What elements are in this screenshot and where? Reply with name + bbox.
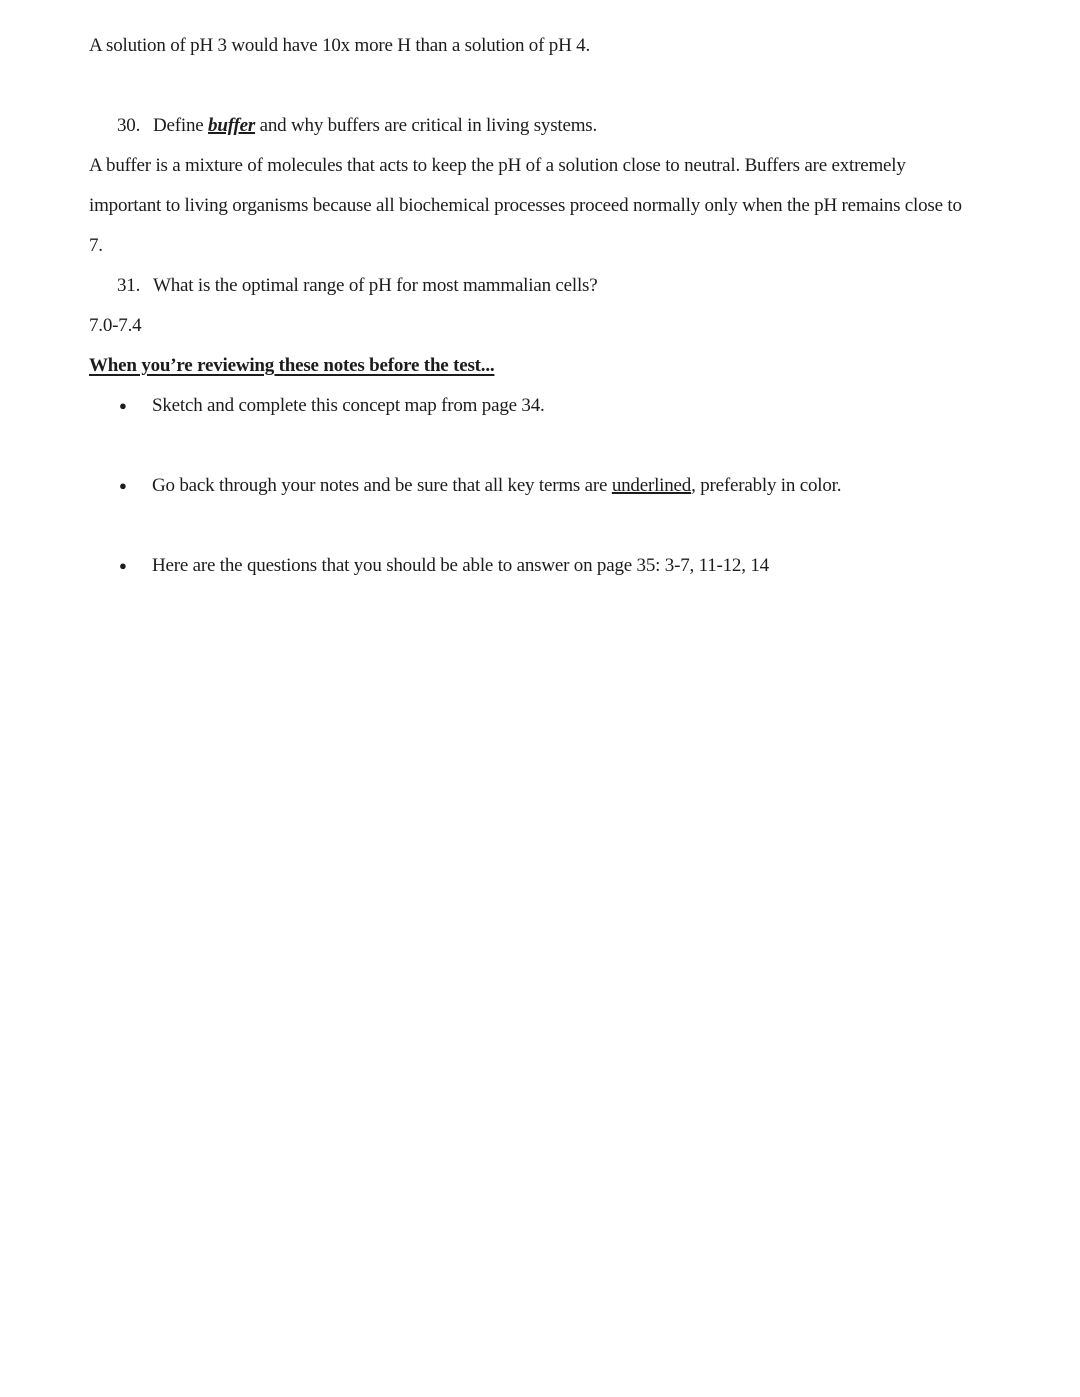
intro-text: A solution of pH 3 would have 10x more H than a solution of pH 4. xyxy=(89,35,591,56)
question-31-number: 31. xyxy=(117,275,141,296)
blank-line xyxy=(89,426,974,466)
question-30-text xyxy=(153,115,597,136)
question-31-answer: 7.0-7.4 xyxy=(89,315,142,336)
bullet-underline-text xyxy=(152,475,841,496)
bullet-underline-key-terms xyxy=(89,466,974,506)
bullet-underline-pre: Go back through your notes and be sure that all key terms are xyxy=(152,475,612,496)
question-30-post: and why buffers are critical in living systems. xyxy=(255,115,598,136)
bullet-page-35-questions xyxy=(89,546,974,586)
question-31-text: What is the optimal range of pH for most mammalian cells? xyxy=(153,275,598,296)
question-30-term-buffer: buffer xyxy=(208,115,256,136)
question-31 xyxy=(89,266,974,306)
bullet-icon: ● xyxy=(119,558,127,573)
bullet-questions-text: Here are the questions that you should be able to answer on page 35: 3-7, 11-12, 14 xyxy=(152,555,769,576)
intro-paragraph xyxy=(89,26,974,66)
bullet-underlined-word: underlined xyxy=(611,475,692,496)
question-30-number: 30. xyxy=(117,115,141,136)
question-30-pre: Define xyxy=(153,115,209,136)
question-30 xyxy=(89,106,974,146)
bullet-icon: ● xyxy=(119,478,127,493)
bullet-sketch-text: Sketch and complete this concept map from page 34. xyxy=(152,395,545,416)
blank-line xyxy=(89,506,974,546)
review-heading: When you’re reviewing these notes before the test... xyxy=(89,355,495,376)
blank-line xyxy=(89,66,974,106)
bullet-icon: ● xyxy=(119,398,127,413)
bullet-sketch-concept-map xyxy=(89,386,974,426)
question-30-answer: A buffer is a mixture of molecules that acts to keep the pH of a solution close to neutral. Buffers are extremely important to living organisms because all biochemical processes proceed normally only when the pH remains close to 7. xyxy=(89,155,962,256)
bullet-underline-post: , preferably in color. xyxy=(691,475,842,496)
